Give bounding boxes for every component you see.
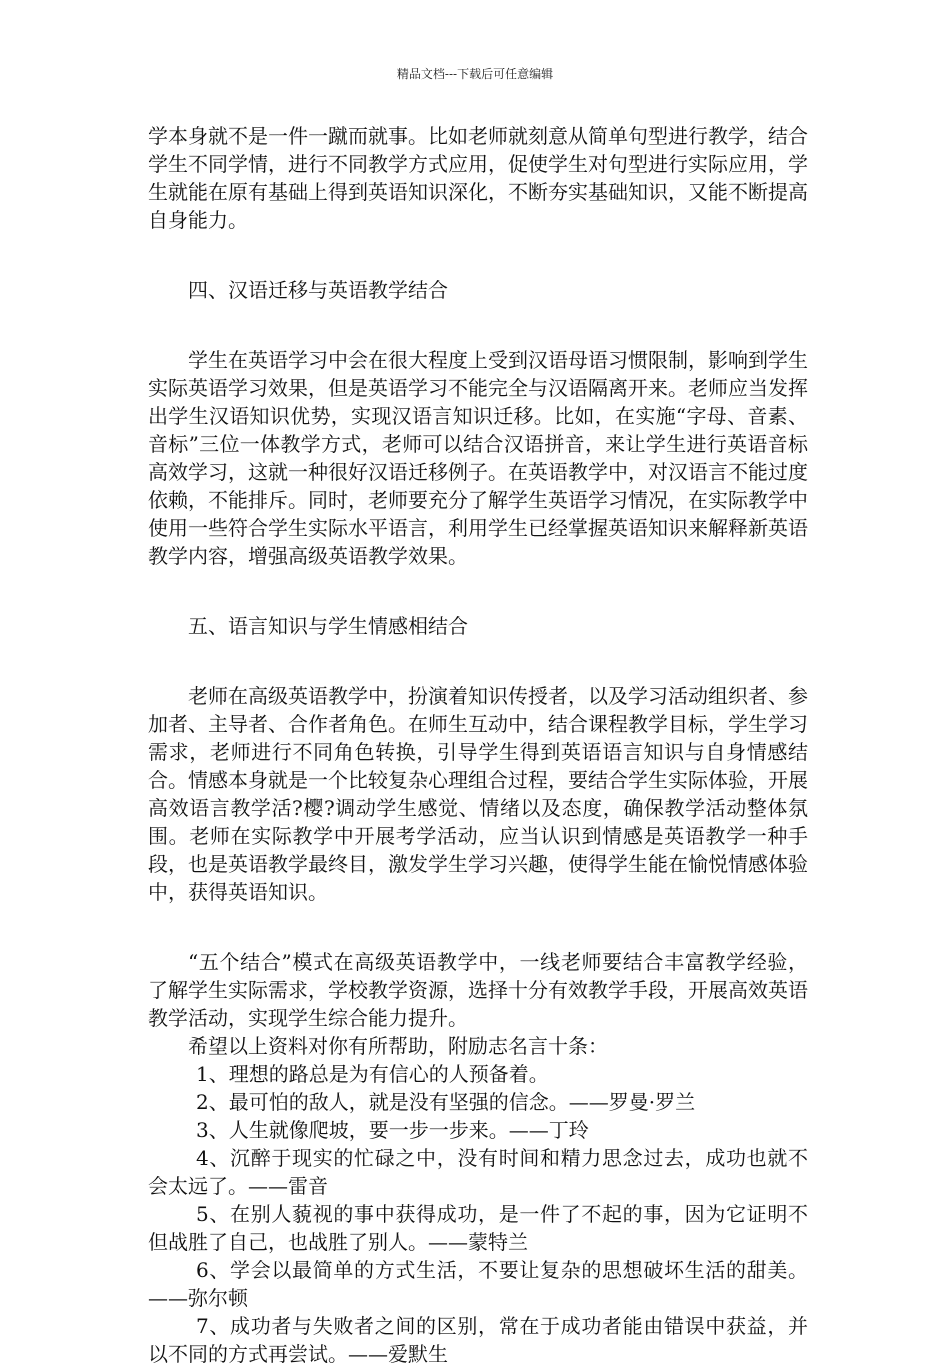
quote-item: 2、最可怕的敌人，就是没有坚强的信念。——罗曼·罗兰 — [196, 1090, 696, 1114]
paragraph-hope: 希望以上资料对你有所帮助，附励志名言十条： — [188, 1034, 608, 1058]
paragraph-section-5: 老师在高级英语教学中，扮演着知识传授者，以及学习活动组织者、参加者、主导者、合作者角色。在师生互动中，结合课程教学目标，学生学习需求，老师进行不同角色转换，引导学生得到英语语言知识与自身情感结合。情感本身就是一个比较复杂心理组合过程，要结合学生实际体验，开展高效语言教学活?樱?调动学生感觉、情绪以及态度，确保教学活动整体氛围。老师在实际教学中开展考学活动，应当认识到情感是英语教学一种手段，也是英语教学最终目，激发学生学习兴趣，使得学生能在愉悦情感体验中，获得英语知识。 — [148, 684, 808, 904]
section-heading-4: 四、汉语迁移与英语教学结合 — [188, 278, 448, 302]
section-heading-5: 五、语言知识与学生情感相结合 — [188, 614, 468, 638]
quote-item: 5、在别人藐视的事中获得成功，是一件了不起的事，因为它证明不但战胜了自己，也战胜了别人。——蒙特兰 — [148, 1202, 808, 1254]
quote-item: 6、学会以最简单的方式生活，不要让复杂的思想破坏生活的甜美。——弥尔顿 — [148, 1258, 808, 1310]
quote-item: 1、理想的路总是为有信心的人预备着。 — [196, 1062, 549, 1086]
paragraph-intro: 学本身就不是一件一蹴而就事。比如老师就刻意从简单句型进行教学，结合学生不同学情，进行不同教学方式应用，促使学生对句型进行实际应用，学生就能在原有基础上得到英语知识深化，不断夯实基础知识，又能不断提高自身能力。 — [148, 124, 808, 232]
quote-item: 4、沉醉于现实的忙碌之中，没有时间和精力思念过去，成功也就不会太远了。——雷音 — [148, 1146, 808, 1198]
document-body — [148, 122, 808, 1368]
page-header: 精品文档---下载后可任意编辑 — [396, 67, 554, 81]
quote-item: 3、人生就像爬坡，要一步一步来。——丁玲 — [196, 1118, 589, 1142]
paragraph-conclusion: “五个结合”模式在高级英语教学中，一线老师要结合丰富教学经验，了解学生实际需求，学校教学资源，选择十分有效教学手段，开展高效英语教学活动，实现学生综合能力提升。 — [148, 950, 808, 1030]
quote-item: 7、成功者与失败者之间的区别，常在于成功者能由错误中获益，并以不同的方式再尝试。——爱默生 — [148, 1314, 808, 1366]
paragraph-section-4: 学生在英语学习中会在很大程度上受到汉语母语习惯限制，影响到学生实际英语学习效果，但是英语学习不能完全与汉语隔离开来。老师应当发挥出学生汉语知识优势，实现汉语言知识迁移。比如，在实施“字母、音素、音标”三位一体教学方式，老师可以结合汉语拼音，来让学生进行英语音标高效学习，这就一种很好汉语迁移例子。在英语教学中，对汉语言不能过度依赖，不能排斥。同时，老师要充分了解学生英语学习情况，在实际教学中使用一些符合学生实际水平语言，利用学生已经掌握英语知识来解释新英语教学内容，增强高级英语教学效果。 — [148, 348, 808, 568]
quote-list — [148, 1060, 808, 1368]
